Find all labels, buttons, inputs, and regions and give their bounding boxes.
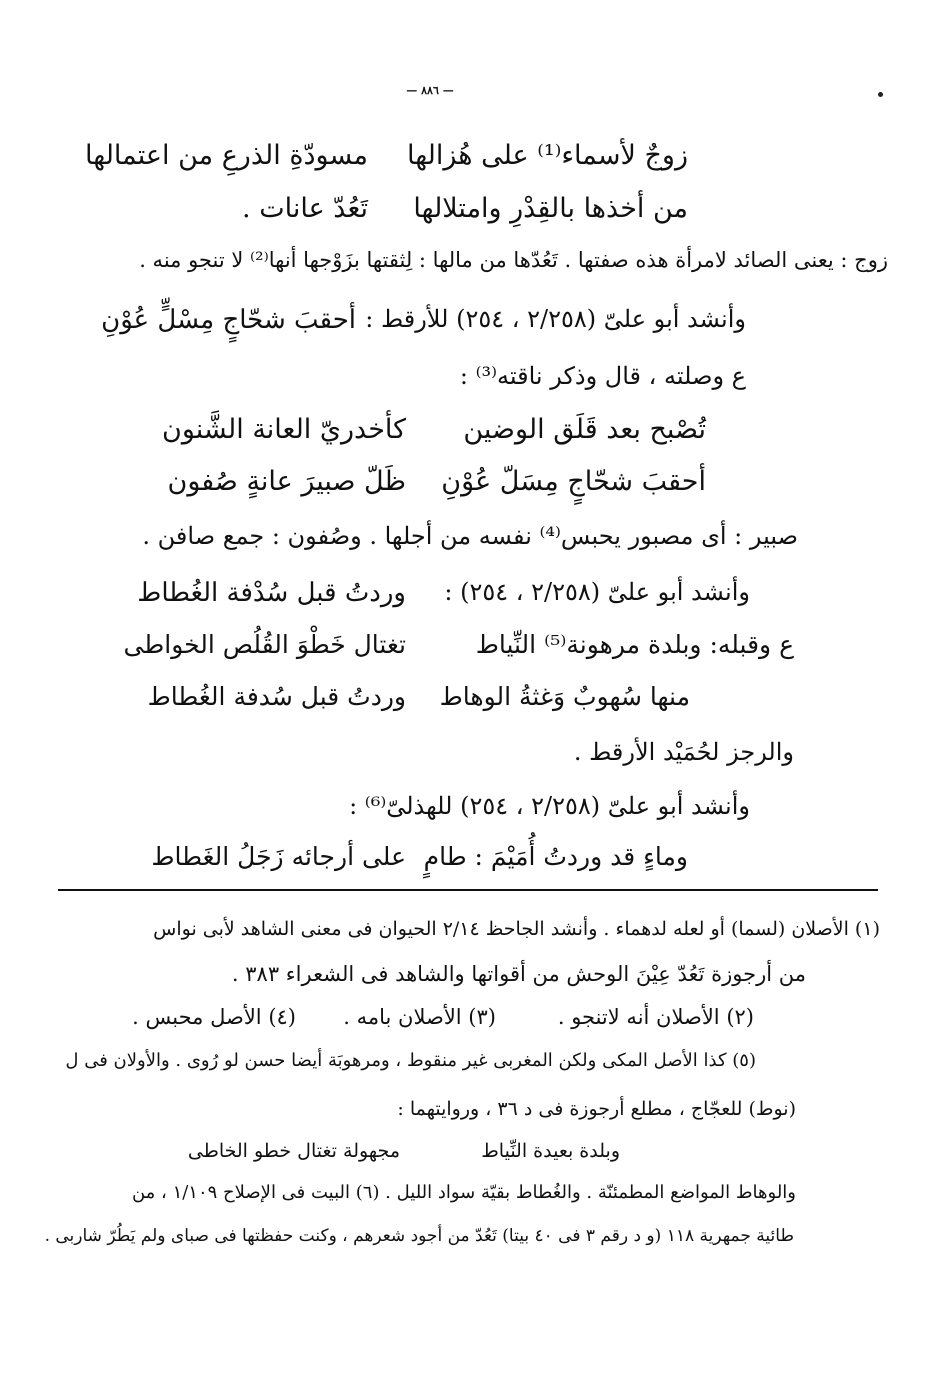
footnote-1-line-2: من أرجوزة تَعُدّ عِيْنَ الوحش من أقواتها والشاهد فى الشعراء ٣٨٣ .	[231, 962, 806, 986]
hemistich-left: ظَلّ صبيرَ عانةٍ صُفون	[167, 466, 406, 497]
footnote-6-line-2: طائية جمهرية ١١٨ (و د رقم ٣ فى ٤٠ بيتا) تَعُدّ من أجود شعرهم ، وكنت حفظتها فى صباى ولم يَطُرّ شاربى .	[44, 1226, 794, 1246]
hemistich-right: من أخذها بالقِدْرِ وامتلالها	[413, 193, 688, 224]
prose-line-5: وأنشد أبو علىّ (٢/٢٥٨ ، ٢٥٤) للهذلىّ⁽⁶⁾ :	[349, 792, 750, 820]
prose-line-3: صبير : أى مصبور يحبس⁽⁴⁾ نفسه من أجلها . وصُفون : جمع صافن .	[142, 522, 798, 550]
footnote-6-line-1: والوهاط المواضع المطمئنّة . والغُطاط بقيّة سواد الليل . (٦) البيت فى الإصلاح ١/١٠٩ ، من	[131, 1182, 796, 1203]
citation-text: وأنشد أبو علىّ (٢/٢٥٨ ، ٢٥٤) :	[444, 578, 750, 606]
footnote-5-line-1: (٥) كذا الأصل المكى ولكن المغربى غير منقوط ، ومرهوبَة أيضا حسن لو رُوى . والأولان فى ل	[65, 1050, 756, 1071]
hemistich-left: على أرجائه زَجَلُ الغَطاط	[151, 842, 406, 871]
citation-text: وأنشد أبو علىّ (٢/٢٥٨ ، ٢٥٤) للأرقط :	[365, 305, 746, 333]
footnote-2: (٢) الأصلان أنه لاتنجو .	[557, 1005, 754, 1029]
hemistich-left: تغتال خَطْوَ القُلُص الخواطى	[123, 630, 406, 659]
footnote-5-line-2: (نوط) للعجّاج ، مطلع أرجوزة فى د ٣٦ ، وروايتهما :	[397, 1098, 796, 1120]
page-number: — ٨٨٦ —	[406, 84, 454, 97]
hemistich-right: وماءٍ قد وردتُ أُمَيْمَ : طامٍ	[423, 842, 688, 871]
prose-line-2: ع وصلته ، قال وذكر ناقته⁽³⁾ :	[459, 362, 746, 390]
prose-line-4: والرجز لحُمَيْد الأرقط .	[573, 738, 794, 766]
prose-line-1: زوج : يعنى الصائد لامرأة هذه صفتها . تَعُدّها من مالها : لِثقتها بزَوْجها أنها⁽²⁾ لا تنجو منه .	[139, 248, 888, 272]
hemistich-right: زوجٌ لأسماء⁽¹⁾ على هُزالها	[407, 140, 688, 171]
footnote-1-line-1: (١) الأصلان (لسما) أو لعله لدهماء . وأنشد الجاحظ ٢/١٤ الحيوان فى معنى الشاهد لأبى نواس	[153, 918, 880, 940]
hemistich-right: ع وقبله: وبلدة مرهونة⁽⁵⁾ النِّياط	[475, 630, 794, 659]
hemistich-right: منها سُهوبٌ وَغثةُ الوهاط	[439, 682, 690, 711]
footnote-divider	[58, 889, 878, 891]
footnote-hemistich-right: وبلدة بعيدة النِّياط	[481, 1140, 620, 1162]
hemistich-left: كأخدريّ العانة الشَّنون	[162, 414, 406, 445]
footnote-hemistich-left: مجهولة تغتال خطو الخاطى	[187, 1140, 400, 1162]
hemistich-left: مسودّةِ الذرعِ من اعتمالها	[85, 140, 368, 171]
margin-dot	[878, 92, 883, 97]
hemistich-left: وردتُ قبل سُدفة الغُطاط	[147, 682, 406, 711]
footnote-3: (٣) الأصلان بامه .	[343, 1005, 496, 1029]
hemistich-right: أحقبَ شحّاجٍ مِسَلّ عُوْنِ	[441, 466, 706, 497]
hemistich-left: تَعُدّ عانات .	[242, 193, 368, 224]
citation-hemistich: وردتُ قبل سُدْفة الغُطاط	[137, 578, 406, 608]
hemistich-right: تُصْبح بعد قَلَق الوضين	[463, 414, 706, 445]
citation-hemistich: أحقبَ شحّاجٍ مِسْلٍّ عُوْنِ	[101, 305, 356, 335]
footnote-4: (٤) الأصل محبس .	[132, 1005, 296, 1029]
